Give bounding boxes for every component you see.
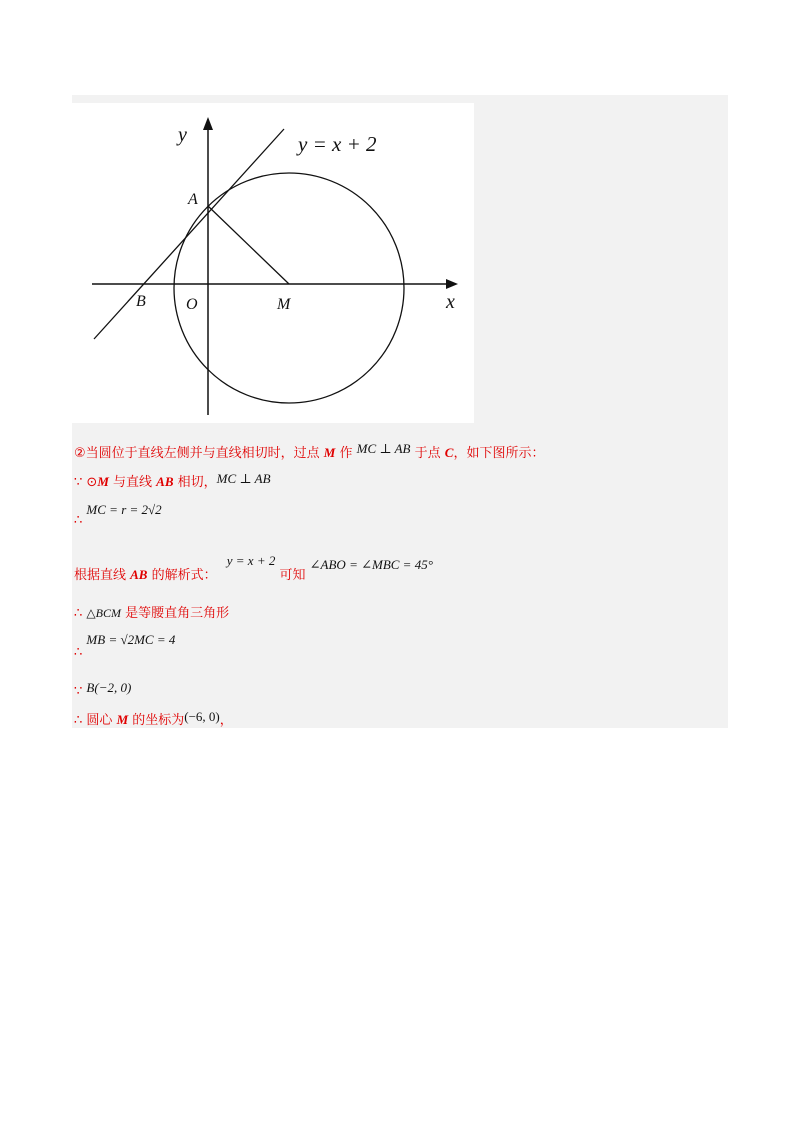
line4-ab: AB	[130, 567, 148, 582]
line1-mid2: 于点	[410, 446, 445, 461]
line6-expr: MB = √2MC = 4	[86, 632, 176, 647]
point-m-label: M	[277, 296, 291, 313]
line2-expr: MC ⊥ AB	[216, 471, 271, 486]
circle-symbol: ⊙	[86, 475, 98, 490]
because-symbol: ∵	[74, 475, 83, 490]
line1-prefix: ②当圆位于直线左侧并与直线相切时，过点	[74, 446, 324, 461]
line3-expr: MC = r = 2√2	[86, 502, 162, 517]
therefore-symbol: ∴	[74, 713, 83, 728]
line2-m: M	[97, 474, 109, 489]
therefore-symbol: ∴	[74, 513, 83, 528]
line8-text1: 圆心	[86, 713, 117, 728]
point-a-label: A	[188, 191, 198, 208]
line4-text3: 可知	[279, 568, 306, 583]
text-line-3	[74, 502, 162, 528]
line2-ab: AB	[156, 474, 174, 489]
origin-label: O	[186, 296, 198, 313]
line8-text3: ，	[219, 713, 233, 728]
line4-text2: 的解析式：	[147, 568, 217, 583]
segment-am	[208, 206, 289, 284]
y-axis-label: y	[178, 124, 187, 146]
because-symbol: ∵	[74, 684, 83, 699]
text-line-5	[74, 602, 229, 621]
line2-text2: 相切，	[173, 475, 217, 490]
therefore-symbol: ∴	[74, 606, 83, 621]
line5-triangle: △BCM	[86, 606, 121, 620]
text-line-8	[74, 709, 233, 728]
line5-text: 是等腰直角三角形	[120, 606, 230, 621]
therefore-symbol: ∴	[74, 645, 83, 660]
line1-m: M	[323, 445, 336, 460]
x-axis-label: x	[446, 291, 455, 313]
line4-expr2: ∠ABO = ∠MBC = 45°	[309, 557, 433, 572]
line1-expr: MC ⊥ AB	[356, 441, 411, 456]
line4-expr1: y = x + 2	[226, 553, 276, 568]
line8-text2: 的坐标为	[128, 713, 185, 728]
line1-c: C	[444, 445, 454, 460]
text-line-6	[74, 632, 176, 660]
x-axis-arrow	[446, 279, 458, 289]
point-b-label: B	[136, 293, 146, 310]
geometry-figure	[72, 103, 474, 423]
text-line-2	[74, 471, 271, 490]
line7-expr: B(−2, 0)	[86, 680, 132, 695]
y-axis-arrow	[203, 117, 213, 130]
line1-suffix: ，如下图所示：	[453, 446, 545, 461]
line8-m: M	[116, 712, 129, 727]
text-line-1	[74, 442, 544, 461]
figure-svg	[72, 103, 474, 423]
equation-label: y = x + 2	[298, 132, 377, 156]
text-line-4	[74, 550, 433, 583]
line4-text1: 根据直线	[74, 568, 131, 583]
line1-mid: 作	[335, 446, 357, 461]
line8-expr: (−6, 0)	[184, 709, 220, 724]
text-line-7	[74, 680, 132, 699]
line2-text1: 与直线	[108, 475, 157, 490]
